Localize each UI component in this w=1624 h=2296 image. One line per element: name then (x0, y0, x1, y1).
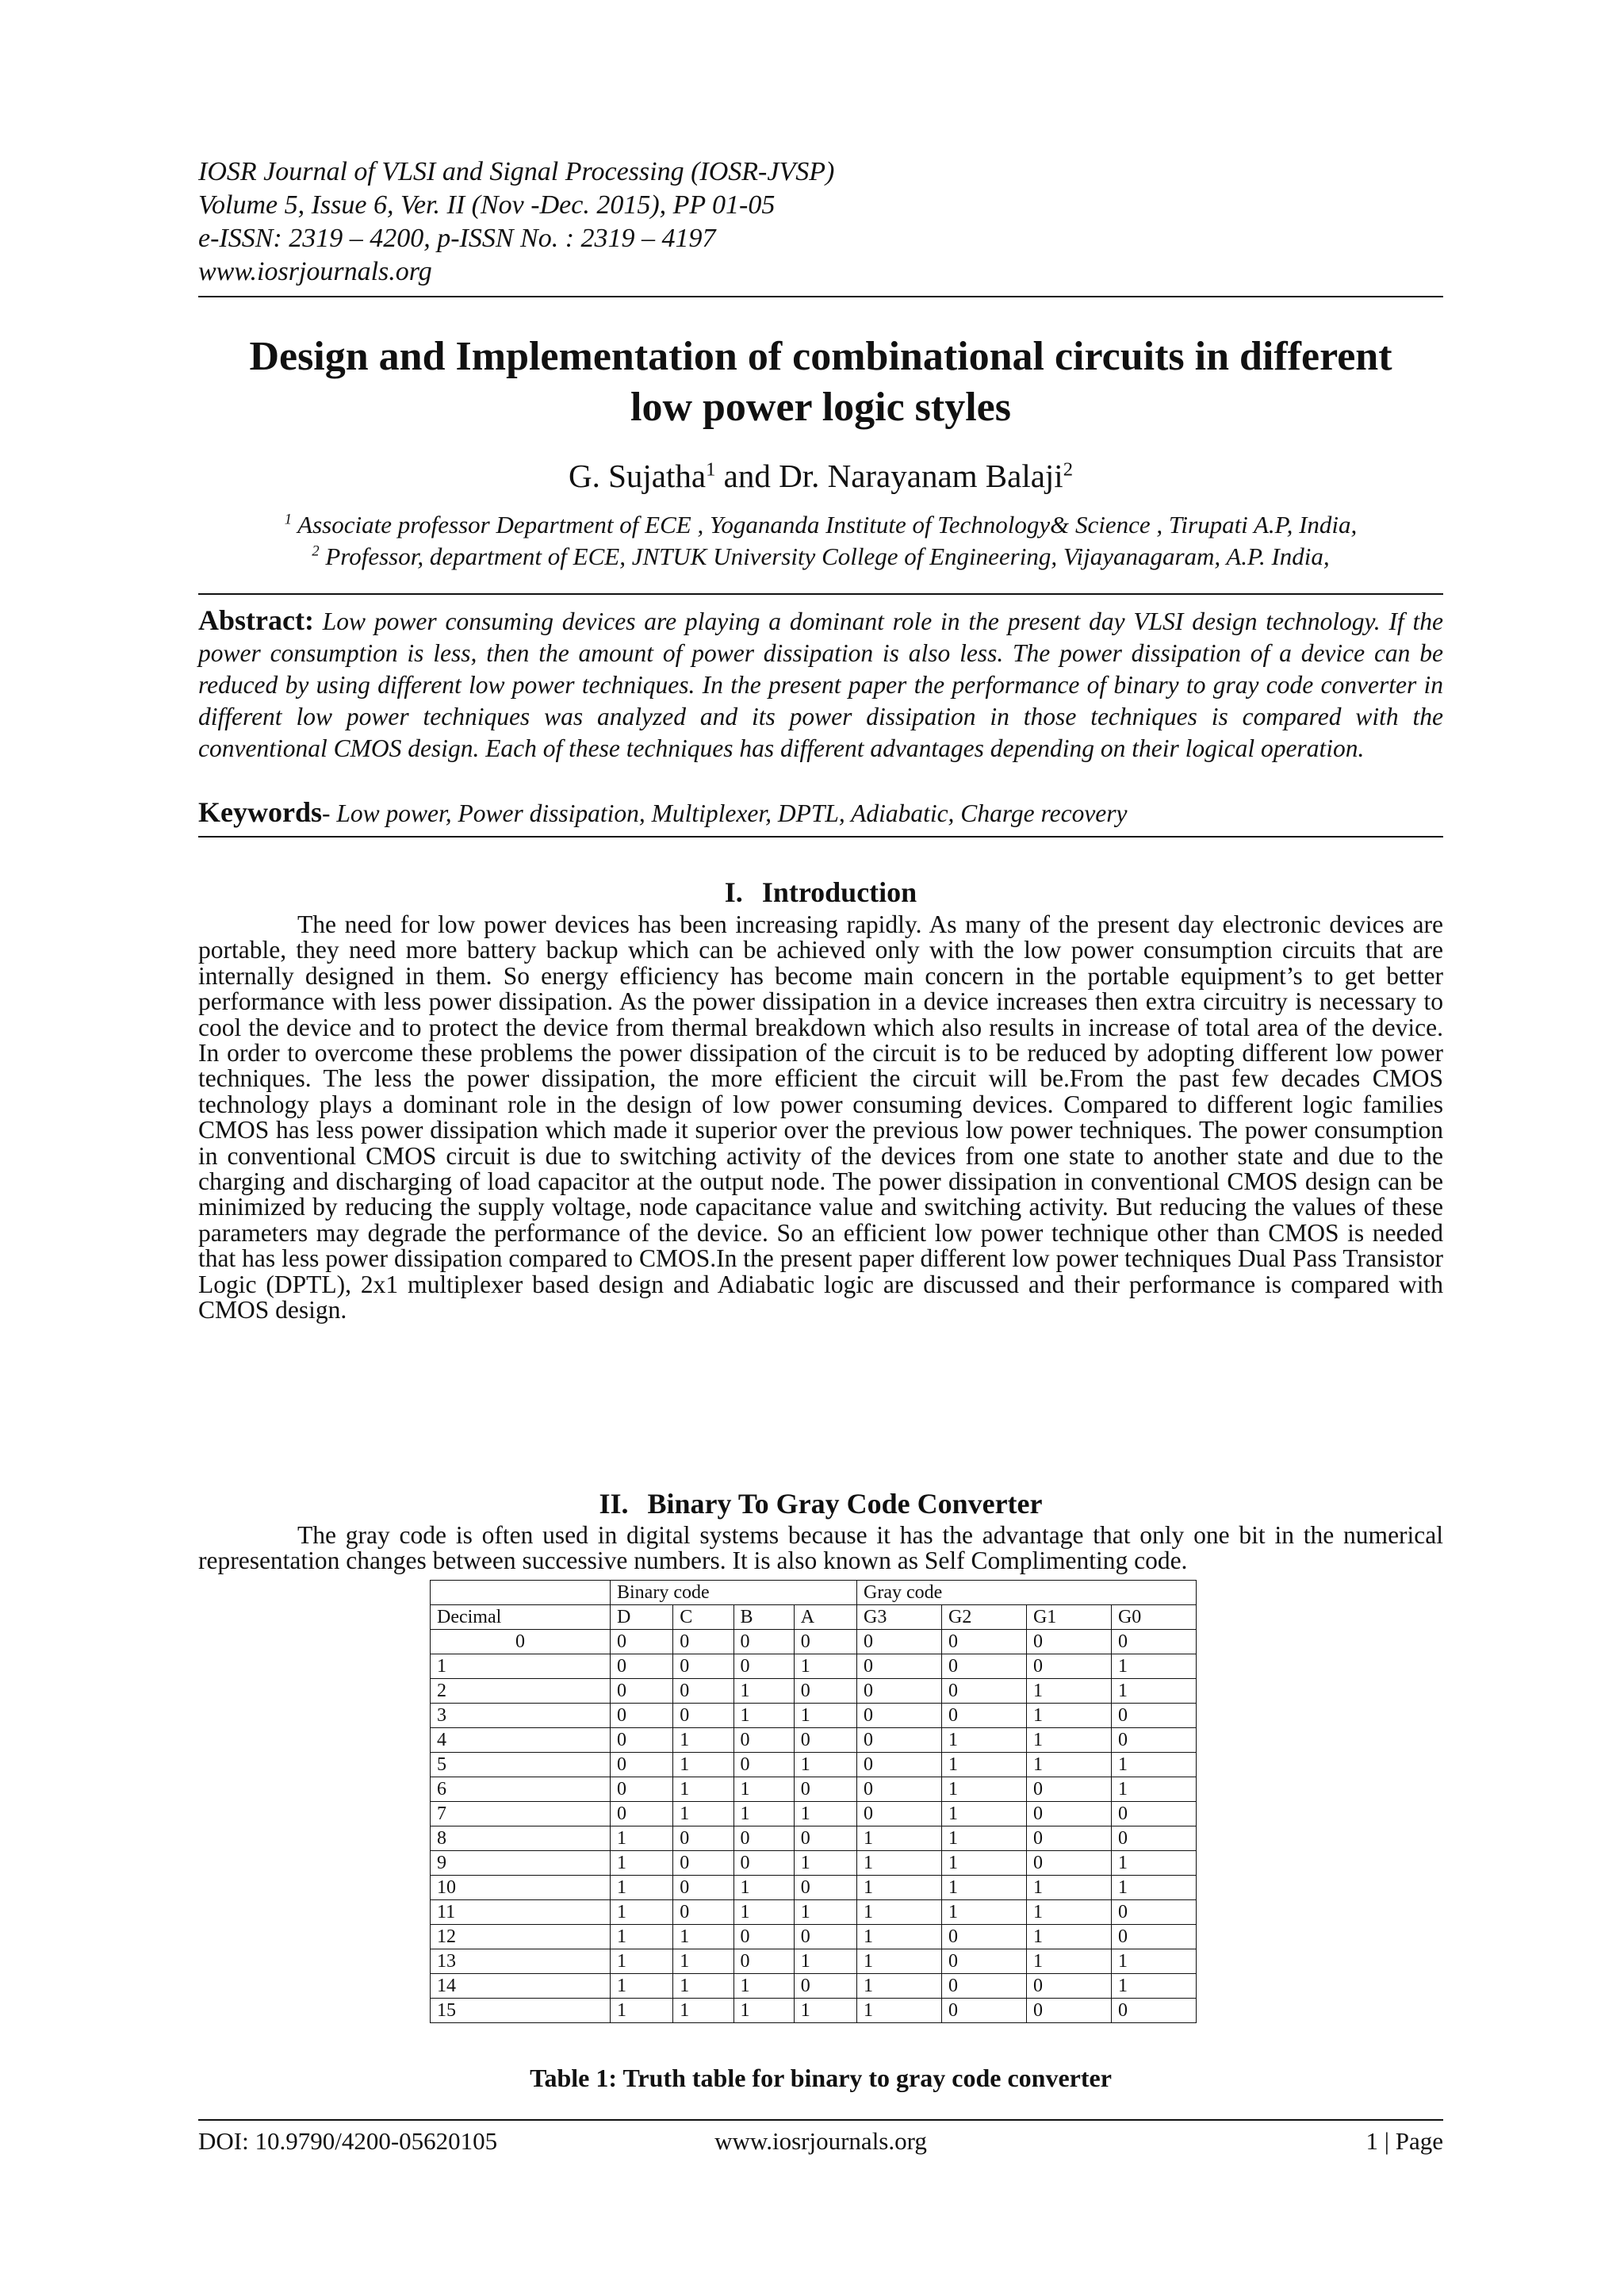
table-cell: 0 (673, 1900, 733, 1925)
table-cell: 4 (431, 1728, 611, 1753)
keywords (198, 796, 1443, 830)
footer-website: www.iosrjournals.org (714, 2127, 927, 2155)
table-cell: 1 (941, 1753, 1026, 1777)
table-cell: 0 (611, 1777, 673, 1802)
table-cell: 0 (1111, 1999, 1196, 2023)
table-cell: 0 (673, 1704, 733, 1728)
table-cell: 0 (941, 1949, 1026, 1974)
table-cell: 0 (1026, 1826, 1111, 1851)
table-cell: 0 (1026, 1802, 1111, 1826)
paper-title-line1: Design and Implementation of combinational circuits in different (249, 334, 1392, 379)
table-cell: 1 (611, 1925, 673, 1949)
table-cell: 1 (794, 1704, 856, 1728)
table-cell: 14 (431, 1974, 611, 1999)
journal-issn: e-ISSN: 2319 – 4200, p-ISSN No. : 2319 – 4197 (198, 224, 716, 253)
table-cell: 0 (733, 1630, 794, 1654)
table-cell: 1 (673, 1753, 733, 1777)
table-row (431, 1630, 1197, 1654)
table-header-cell: C (673, 1605, 733, 1630)
table-cell: 0 (611, 1753, 673, 1777)
table-cell: 1 (794, 1851, 856, 1876)
table-cell: 0 (941, 1679, 1026, 1704)
table-cell: 1 (673, 1925, 733, 1949)
table-cell: 1 (673, 1999, 733, 2023)
section-number: II. (599, 1488, 629, 1520)
table-cell: 1 (857, 1876, 942, 1900)
table-row (431, 1679, 1197, 1704)
table-cell: 1 (611, 1876, 673, 1900)
table-cell: 0 (794, 1925, 856, 1949)
table-cell: 0 (733, 1728, 794, 1753)
table-cell: 6 (431, 1777, 611, 1802)
abstract-bottom-rule (198, 836, 1443, 838)
table-cell: 0 (431, 1630, 611, 1654)
table-cell: 0 (1111, 1704, 1196, 1728)
table-cell: 1 (611, 1900, 673, 1925)
table-cell: 0 (733, 1753, 794, 1777)
table-cell: 1 (941, 1802, 1026, 1826)
table-cell: 1 (1111, 1974, 1196, 1999)
table-cell: 1 (733, 1704, 794, 1728)
table-row (431, 1753, 1197, 1777)
journal-website: www.iosrjournals.org (198, 257, 432, 286)
table-row (431, 1777, 1197, 1802)
table-row (431, 1974, 1197, 1999)
table-cell: 0 (733, 1925, 794, 1949)
table-cell: 1 (941, 1851, 1026, 1876)
table-cell: 0 (611, 1728, 673, 1753)
table-cell: 1 (733, 1999, 794, 2023)
paper-title (198, 332, 1443, 433)
table-cell: 1 (1111, 1851, 1196, 1876)
table-cell: 0 (1026, 1777, 1111, 1802)
affiliation-1-text: Associate professor Department of ECE , Yogananda Institute of Technology& Science , Tirupati A.P, India, (291, 511, 1358, 539)
table-group-binary: Binary code (611, 1581, 857, 1605)
table-cell: 0 (857, 1753, 942, 1777)
table-cell: 0 (1026, 1630, 1111, 1654)
table-cell: 0 (673, 1679, 733, 1704)
table-cell: 0 (857, 1728, 942, 1753)
table-cell: 0 (794, 1728, 856, 1753)
table-cell: 1 (611, 1826, 673, 1851)
table-cell: 1 (1111, 1949, 1196, 1974)
table-cell: 11 (431, 1900, 611, 1925)
table-cell: 1 (1026, 1949, 1111, 1974)
affiliation-2-marker: 2 (312, 542, 320, 560)
table-row (431, 1802, 1197, 1826)
table-cell: 1 (857, 1900, 942, 1925)
table-row (431, 1949, 1197, 1974)
table-cell: 0 (611, 1679, 673, 1704)
table-cell: 0 (941, 1630, 1026, 1654)
affiliation-2 (198, 542, 1443, 572)
table-cell: 1 (941, 1728, 1026, 1753)
table-cell: 1 (1111, 1753, 1196, 1777)
table-cell: 0 (1026, 1654, 1111, 1679)
author-1-marker: 1 (706, 458, 716, 481)
table-cell: 1 (1026, 1704, 1111, 1728)
table-cell: 0 (611, 1630, 673, 1654)
table-cell: 1 (1026, 1728, 1111, 1753)
truth-table (430, 1580, 1197, 2023)
section-heading-introduction (198, 875, 1443, 910)
table-cell: 1 (794, 1753, 856, 1777)
table-row (431, 1728, 1197, 1753)
table-cell: 0 (857, 1802, 942, 1826)
table-cell: 0 (1111, 1925, 1196, 1949)
table-cell: 1 (1026, 1925, 1111, 1949)
table-header-cell: G1 (1026, 1605, 1111, 1630)
table-cell: 1 (1026, 1876, 1111, 1900)
table-cell: 1 (794, 1999, 856, 2023)
table-cell: 0 (857, 1654, 942, 1679)
affiliation-1-marker: 1 (284, 511, 292, 528)
table-header-cell: D (611, 1605, 673, 1630)
affiliation-2-text: Professor, department of ECE, JNTUK University College of Engineering, Vijayanagaram, A.P. India, (319, 542, 1330, 570)
table-cell: 0 (733, 1654, 794, 1679)
table-cell: 1 (941, 1876, 1026, 1900)
table-cell: 1 (857, 1999, 942, 2023)
table-cell: 0 (1026, 1974, 1111, 1999)
table-cell: 1 (1026, 1900, 1111, 1925)
table-cell: 0 (857, 1777, 942, 1802)
table-cell: 2 (431, 1679, 611, 1704)
table-cell: 7 (431, 1802, 611, 1826)
table-cell: 5 (431, 1753, 611, 1777)
table-header-corner (431, 1581, 611, 1605)
table-cell: 0 (857, 1679, 942, 1704)
table-cell: 1 (857, 1925, 942, 1949)
table-cell: 1 (611, 1949, 673, 1974)
table-cell: 1 (1111, 1876, 1196, 1900)
table-cell: 1 (857, 1974, 942, 1999)
section-number: I. (724, 876, 743, 908)
abstract-label: Abstract: (198, 604, 314, 636)
section-heading-gray-code (198, 1486, 1443, 1521)
table-cell: 0 (941, 1999, 1026, 2023)
table-cell: 0 (794, 1777, 856, 1802)
table-row (431, 1851, 1197, 1876)
table-row (431, 1999, 1197, 2023)
table-cell: 1 (733, 1900, 794, 1925)
table-cell: 1 (733, 1802, 794, 1826)
table-cell: 1 (611, 1999, 673, 2023)
table-cell: 1 (794, 1802, 856, 1826)
table-cell: 0 (941, 1974, 1026, 1999)
table-cell: 1 (857, 1851, 942, 1876)
table-cell: 0 (733, 1949, 794, 1974)
abstract-top-rule (198, 593, 1443, 595)
author-2: and Dr. Narayanam Balaji (715, 458, 1063, 494)
table-cell: 1 (1026, 1753, 1111, 1777)
table-cell: 1 (1111, 1777, 1196, 1802)
table-cell: 9 (431, 1851, 611, 1876)
table-cell: 0 (857, 1704, 942, 1728)
table-cell: 1 (611, 1851, 673, 1876)
table-cell: 0 (611, 1704, 673, 1728)
table-group-header-row (431, 1581, 1197, 1605)
table-cell: 0 (1026, 1999, 1111, 2023)
abstract (198, 604, 1443, 765)
table-header-cell: B (733, 1605, 794, 1630)
table-cell: 0 (673, 1654, 733, 1679)
table-cell: 1 (857, 1826, 942, 1851)
table-cell: 1 (733, 1876, 794, 1900)
table-cell: 0 (941, 1704, 1026, 1728)
table-cell: 0 (1111, 1728, 1196, 1753)
keywords-text: - Low power, Power dissipation, Multiplexer, DPTL, Adiabatic, Charge recovery (322, 799, 1128, 827)
table-cell: 0 (611, 1654, 673, 1679)
table-cell: 8 (431, 1826, 611, 1851)
author-line (198, 457, 1443, 495)
table-cell: 1 (673, 1728, 733, 1753)
table-cell: 0 (673, 1876, 733, 1900)
table-cell: 10 (431, 1876, 611, 1900)
table-row (431, 1925, 1197, 1949)
table-cell: 0 (673, 1630, 733, 1654)
table-cell: 0 (1026, 1851, 1111, 1876)
table-cell: 1 (733, 1679, 794, 1704)
table-cell: 0 (794, 1974, 856, 1999)
table-header-cell: G3 (857, 1605, 942, 1630)
table-cell: 13 (431, 1949, 611, 1974)
table-cell: 0 (1111, 1802, 1196, 1826)
author-2-marker: 2 (1063, 458, 1073, 481)
table-cell: 0 (794, 1826, 856, 1851)
table-cell: 0 (733, 1851, 794, 1876)
table-cell: 1 (733, 1777, 794, 1802)
section-title: Binary To Gray Code Converter (647, 1488, 1043, 1520)
table-cell: 0 (733, 1826, 794, 1851)
table-cell: 15 (431, 1999, 611, 2023)
table-cell: 0 (673, 1851, 733, 1876)
table-cell: 1 (431, 1654, 611, 1679)
table-cell: 0 (794, 1679, 856, 1704)
footer-rule (198, 2119, 1443, 2121)
table-cell: 1 (794, 1654, 856, 1679)
journal-name: IOSR Journal of VLSI and Signal Processing (IOSR-JVSP) (198, 157, 835, 186)
abstract-text: Low power consuming devices are playing a dominant role in the present day VLSI design technology. If the power consumption is less, then the amount of power dissipation is also less. The power dissipation of a device can be reduced by using different low power techniques. In the present paper the performance of binary to gray code converter in different low power techniques was analyzed and its power dissipation in those techniques is compared with the conventional CMOS design. Each of these techniques has different advantages depending on their logical operation. (198, 608, 1443, 762)
table-cell: 0 (941, 1925, 1026, 1949)
footer-doi: DOI: 10.9790/4200-05620105 (198, 2127, 498, 2155)
table-cell: 1 (941, 1826, 1026, 1851)
table-cell: 1 (941, 1900, 1026, 1925)
table-cell: 1 (673, 1949, 733, 1974)
table-cell: 1 (1111, 1654, 1196, 1679)
gray-code-body (198, 1523, 1443, 1574)
table-row (431, 1826, 1197, 1851)
table-cell: 0 (941, 1654, 1026, 1679)
table-header-cell: G0 (1111, 1605, 1196, 1630)
table-cell: 0 (673, 1826, 733, 1851)
table-cell: 1 (794, 1949, 856, 1974)
table-cell: 3 (431, 1704, 611, 1728)
table-cell: 1 (1026, 1679, 1111, 1704)
affiliation-1 (198, 510, 1443, 540)
author-1: G. Sujatha (569, 458, 707, 494)
table-cell: 1 (941, 1777, 1026, 1802)
table-cell: 1 (1111, 1679, 1196, 1704)
header-rule (198, 296, 1443, 297)
table-caption: Table 1: Truth table for binary to gray code converter (530, 2064, 1112, 2092)
table-cell: 0 (1111, 1630, 1196, 1654)
table-cell: 1 (673, 1974, 733, 1999)
table-row (431, 1704, 1197, 1728)
table-header-cell: A (794, 1605, 856, 1630)
table-cell: 1 (673, 1802, 733, 1826)
table-row (431, 1876, 1197, 1900)
table-cell: 0 (1111, 1900, 1196, 1925)
table-row (431, 1654, 1197, 1679)
table-cell: 0 (857, 1630, 942, 1654)
table-cell: 1 (611, 1974, 673, 1999)
keywords-label: Keywords (198, 796, 322, 828)
table-group-gray: Gray code (857, 1581, 1197, 1605)
table-cell: 0 (794, 1876, 856, 1900)
table-cell: 1 (673, 1777, 733, 1802)
table-header-row (431, 1605, 1197, 1630)
footer-page-number: 1 | Page (1365, 2127, 1443, 2155)
journal-volume: Volume 5, Issue 6, Ver. II (Nov -Dec. 2015), PP 01-05 (198, 190, 776, 220)
table-header-cell: G2 (941, 1605, 1026, 1630)
gray-code-paragraph: The gray code is often used in digital systems because it has the advantage that only one bit in the numerical representation changes between successive numbers. It is also known as Self Complimenting code. (198, 1521, 1443, 1575)
table-cell: 1 (794, 1900, 856, 1925)
table-cell: 1 (857, 1949, 942, 1974)
table-cell: 0 (1111, 1826, 1196, 1851)
table-cell: 1 (733, 1974, 794, 1999)
paper-title-line2: low power logic styles (630, 385, 1011, 430)
journal-header (198, 155, 1443, 289)
table-cell: 0 (611, 1802, 673, 1826)
introduction-paragraph: The need for low power devices has been increasing rapidly. As many of the present day electronic devices are portable, they need more battery backup which can be achieved only with the low power consumption circuits that are internally designed in them. So energy efficiency has become main concern in the portable equipment’s to get better performance with less power dissipation. As the power dissipation in a device increases then extra circuitry is necessary to cool the device and to protect the device from thermal breakdown which also results in increase of total area of the device. In order to overcome these problems the power dissipation of the circuit is to be reduced by adopting different low power techniques. The less the power dissipation, the more efficient the circuit will be.From the past few decades CMOS technology plays a dominant role in the design of low power consuming devices. Compared to different logic families CMOS has less power dissipation which made it superior over the previous low power techniques. The power consumption in conventional CMOS circuit is due to switching activity of the devices from one state to another state and due to the charging and discharging of load capacitor at the output node. The power dissipation in conventional CMOS design can be minimized by reducing the supply voltage, node capacitance value and switching activity. But reducing the values of these parameters may degrade the performance of the device. So an efficient low power technique other than CMOS is needed that has less power dissipation compared to CMOS.In the present paper different low power techniques Dual Pass Transistor Logic (DPTL), 2x1 multiplexer based design and Adiabatic logic are discussed and their performance is compared with CMOS design. (198, 910, 1443, 1324)
table-row (431, 1900, 1197, 1925)
table-cell: 0 (794, 1630, 856, 1654)
introduction-body (198, 912, 1443, 1324)
table-header-cell: Decimal (431, 1605, 611, 1630)
table-cell: 12 (431, 1925, 611, 1949)
section-title: Introduction (761, 876, 917, 908)
